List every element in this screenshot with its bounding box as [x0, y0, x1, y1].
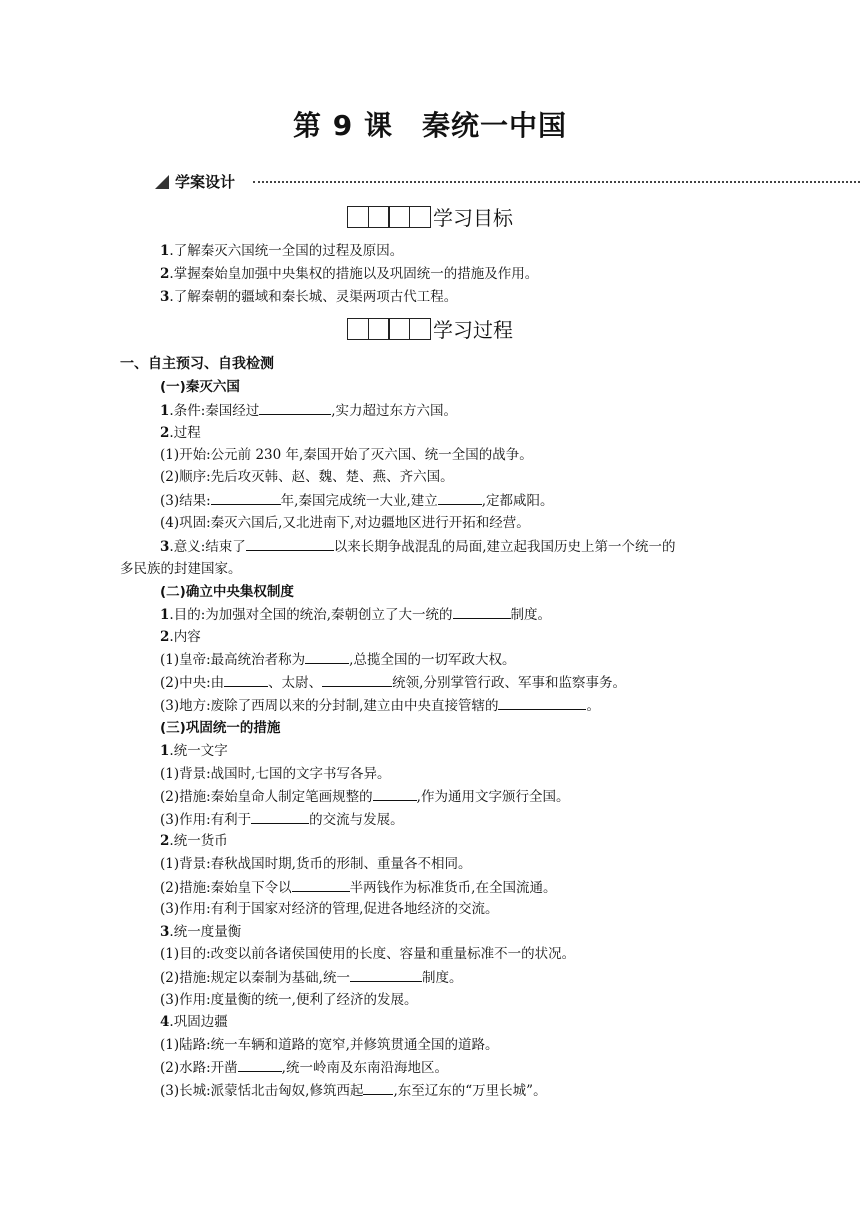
fill-blank[interactable] [211, 491, 281, 505]
text-line: (1)陆路:统一车辆和道路的宽窄,并修筑贯通全国的道路。 [160, 1037, 499, 1053]
part-heading: 一、自主预习、自我检测 [120, 356, 274, 372]
text-line: 3.统一度量衡 [160, 924, 242, 940]
text-line: 多民族的封建国家。 [120, 561, 242, 577]
text-line: (2)措施:秦始皇下令以 半两钱作为标准货币,在全国流通。 [160, 880, 557, 896]
subsection-heading-2: (二)确立中央集权制度 [160, 584, 294, 600]
text-line: (3)长城:派蒙恬北击匈奴,修筑西起 ,东至辽东的“万里长城”。 [160, 1083, 547, 1099]
heading-boxes-icon [347, 318, 429, 340]
text-line: (3)作用:有利于 的交流与发展。 [160, 812, 404, 828]
text-line: 4.巩固边疆 [160, 1014, 228, 1030]
text-line: 2.内容 [160, 629, 201, 645]
subsection-heading-3: (三)巩固统一的措施 [160, 720, 281, 736]
text-line: 1.统一文字 [160, 743, 228, 759]
section-goals-label: 学习目标 [433, 206, 513, 230]
text-line: (1)目的:改变以前各诸侯国使用的长度、容量和重量标准不一的状况。 [160, 946, 576, 962]
fill-blank[interactable] [438, 491, 482, 505]
subsection-heading-1: (一)秦灭六国 [160, 379, 240, 395]
section-goals-heading [0, 202, 860, 234]
text-line: (2)措施:秦始皇命人制定笔画规整的 ,作为通用文字颁行全国。 [160, 789, 570, 805]
goal-item-1: 1.了解秦灭六国统一全国的过程及原因。 [160, 243, 404, 259]
fill-blank[interactable] [373, 787, 417, 801]
text-line: (1)开始:公元前 230 年,秦国开始了灭六国、统一全国的战争。 [160, 447, 533, 463]
fill-blank[interactable] [224, 673, 268, 687]
text-line: (3)作用:度量衡的统一,便利了经济的发展。 [160, 992, 418, 1008]
fill-blank[interactable] [453, 605, 511, 619]
study-design-bar [155, 171, 860, 195]
text-line: 1.条件:秦国经过 ,实力超过东方六国。 [160, 403, 458, 419]
fill-blank[interactable] [363, 1081, 393, 1095]
text-line: (2)措施:规定以秦制为基础,统一 制度。 [160, 970, 463, 986]
text-line: (1)背景:战国时,七国的文字书写各异。 [160, 766, 391, 782]
fill-blank[interactable] [251, 810, 309, 824]
text-line: (2)水路:开凿 ,统一岭南及东南沿海地区。 [160, 1060, 448, 1076]
text-line: (3)地方:废除了西周以来的分封制,建立由中央直接管辖的 。 [160, 698, 600, 714]
study-design-label: 学案设计 [175, 173, 236, 191]
fill-blank[interactable] [292, 878, 350, 892]
section-process-label: 学习过程 [433, 318, 513, 342]
text-line: (3)作用:有利于国家对经济的管理,促进各地经济的交流。 [160, 901, 499, 917]
text-line: 2.过程 [160, 425, 201, 441]
section-process-heading [0, 314, 860, 346]
text-line: (3)结果: 年,秦国完成统一大业,建立 ,定都咸阳。 [160, 493, 554, 509]
fill-blank[interactable] [322, 673, 392, 687]
text-line: (1)背景:春秋战国时期,货币的形制、重量各不相同。 [160, 856, 472, 872]
lesson-title: 第 9 课 秦统一中国 [293, 109, 567, 142]
heading-boxes-icon [347, 206, 429, 228]
fill-blank[interactable] [305, 650, 349, 664]
fill-blank[interactable] [259, 401, 331, 415]
goal-item-2: 2.掌握秦始皇加强中央集权的措施以及巩固统一的措施及作用。 [160, 266, 539, 282]
text-line: 1.目的:为加强对全国的统治,秦朝创立了大一统的 制度。 [160, 607, 552, 623]
text-line: (4)巩固:秦灭六国后,又北进南下,对边疆地区进行开拓和经营。 [160, 515, 530, 531]
text-line: (2)顺序:先后攻灭韩、赵、魏、楚、燕、齐六国。 [160, 469, 454, 485]
fill-blank[interactable] [350, 968, 422, 982]
dotted-divider [253, 181, 860, 183]
fill-blank[interactable] [498, 696, 586, 710]
text-line: 3.意义:结束了 以来长期争战混乱的局面,建立起我国历史上第一个统一的 [160, 539, 676, 555]
text-line: (1)皇帝:最高统治者称为 ,总揽全国的一切军政大权。 [160, 652, 516, 668]
fill-blank[interactable] [238, 1058, 282, 1072]
triangle-icon [155, 175, 169, 189]
text-line: 2.统一货币 [160, 833, 228, 849]
fill-blank[interactable] [246, 537, 334, 551]
goal-item-3: 3.了解秦朝的疆域和秦长城、灵渠两项古代工程。 [160, 289, 458, 305]
text-line: (2)中央:由 、太尉、 统领,分别掌管行政、军事和监察事务。 [160, 675, 626, 691]
